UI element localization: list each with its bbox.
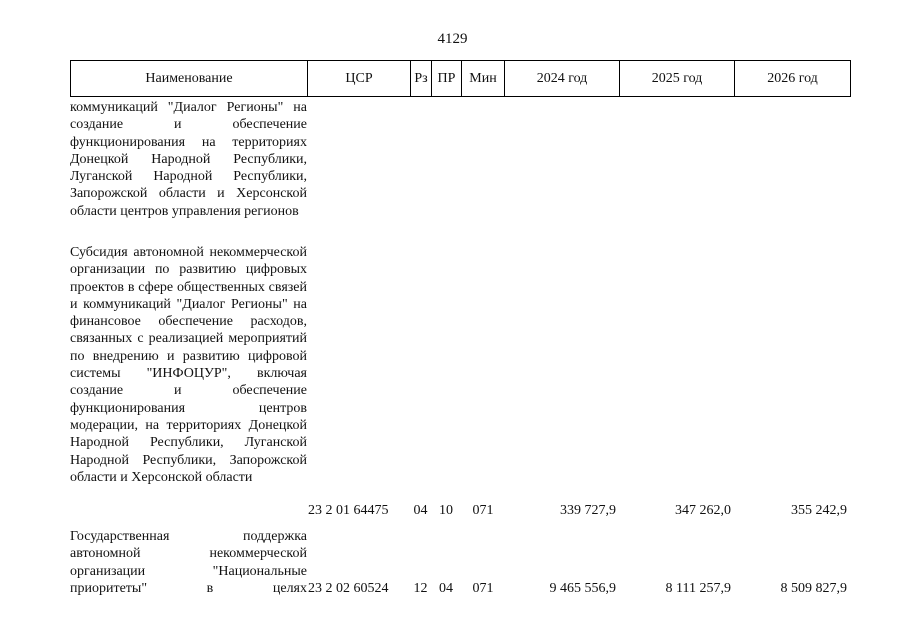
row-min: 071 bbox=[472, 503, 494, 518]
header-2025: 2025 год bbox=[620, 61, 735, 96]
row-2024: 339 727,9 bbox=[560, 503, 616, 518]
row-rz: 12 bbox=[413, 581, 428, 596]
table-row bbox=[70, 528, 851, 598]
row-2026: 8 509 827,9 bbox=[780, 581, 847, 596]
row-rz: 04 bbox=[413, 503, 428, 518]
header-pr: ПР bbox=[432, 61, 462, 96]
row-2026: 355 242,9 bbox=[791, 503, 847, 518]
row-pr: 04 bbox=[439, 581, 453, 596]
row-name: коммуникаций "Диалог Регионы" на создание и обеспечение функционирования на территориях Донецкой Народной Республики, Луганской Народной Республики, Запорожской области и Херсонской области центров управления регионов bbox=[70, 100, 307, 219]
header-2026: 2026 год bbox=[767, 71, 818, 86]
header-name: Наименование bbox=[71, 61, 308, 96]
table-row bbox=[70, 244, 851, 519]
header-2024: 2024 год bbox=[505, 61, 620, 96]
row-csr: 23 2 01 64475 bbox=[308, 503, 389, 518]
header-min: Мин bbox=[462, 61, 505, 96]
header-csr: ЦСР bbox=[308, 61, 411, 96]
row-name: Государственная поддержка автономной некоммерческой организации "Национальные приоритеты" в целях bbox=[70, 529, 307, 596]
header-rz: Рз bbox=[411, 61, 432, 96]
row-2025: 8 111 257,9 bbox=[665, 581, 731, 596]
row-name: Субсидия автономной некоммерческой организации по развитию цифровых проектов в сфере общественных связей и коммуникаций "Диалог Регионы" на финансовое обеспечение расходов, связанных с реализацией мероприятий по внедрению и развитию цифровой системы "ИНФОЦУР", включая создание и обеспечение функционирования центров модерации, на территориях Донецкой Народной Республики, Луганской Народной Республики, Запорожской области и Херсонской области bbox=[70, 245, 307, 485]
table-row bbox=[70, 99, 851, 239]
row-csr: 23 2 02 60524 bbox=[308, 581, 389, 596]
page-number: 4129 bbox=[437, 31, 468, 47]
row-2024: 9 465 556,9 bbox=[549, 581, 616, 596]
row-min: 071 bbox=[472, 581, 494, 596]
table-header bbox=[70, 60, 851, 97]
row-2025: 347 262,0 bbox=[675, 503, 731, 518]
row-pr: 10 bbox=[439, 503, 453, 518]
